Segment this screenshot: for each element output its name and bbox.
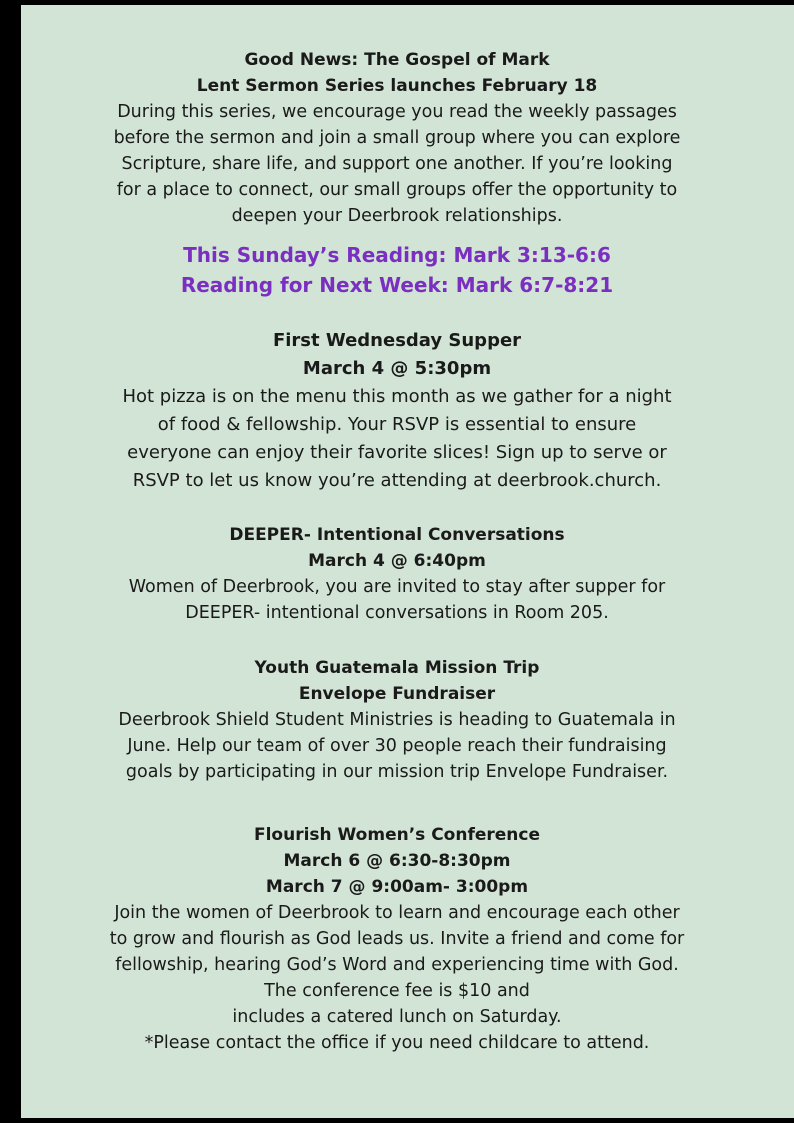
- conference-body-line: *Please contact the office if you need childcare to attend.: [144, 1033, 650, 1053]
- conference-body-line: The conference fee is $10 and: [264, 981, 530, 1001]
- supper-date: March 4 @ 5:30pm: [302, 358, 492, 379]
- conference-date-2: March 7 @ 9:00am- 3:00pm: [265, 877, 529, 897]
- deeper-section: [21, 522, 773, 626]
- supper-body-line: RSVP to let us know you’re attending at deerbrook.church.: [132, 470, 662, 491]
- mission-subtitle: Envelope Fundraiser: [298, 684, 496, 704]
- sermon-subtitle: Lent Sermon Series launches February 18: [196, 76, 598, 96]
- conference-body-line: Join the women of Deerbrook to learn and encourage each other: [114, 903, 680, 923]
- supper-body-line: everyone can enjoy their favorite slices! Sign up to serve or: [127, 442, 667, 463]
- mission-body-line: June. Help our team of over 30 people reach their fundraising: [127, 736, 667, 756]
- conference-title: Flourish Women’s Conference: [253, 825, 541, 845]
- sermon-body-line: for a place to connect, our small groups offer the opportunity to: [116, 180, 678, 200]
- sermon-body-line: Scripture, share life, and support one another. If you’re looking: [121, 154, 673, 174]
- deeper-body-line: Women of Deerbrook, you are invited to stay after supper for: [128, 577, 666, 597]
- mission-body-line: Deerbrook Shield Student Ministries is heading to Guatemala in: [118, 710, 676, 730]
- supper-body-line: of food & fellowship. Your RSVP is essential to ensure: [157, 414, 637, 435]
- bulletin-page: [21, 5, 794, 1118]
- conference-section: [21, 822, 773, 1056]
- conference-body-line: includes a catered lunch on Saturday.: [232, 1007, 562, 1027]
- conference-body-line: to grow and flourish as God leads us. Invite a friend and come for: [109, 929, 685, 949]
- sermon-body-line: deepen your Deerbrook relationships.: [231, 206, 563, 226]
- sermon-body-line: During this series, we encourage you read the weekly passages: [117, 102, 677, 122]
- sermon-body-line: before the sermon and join a small group where you can explore: [113, 128, 681, 148]
- supper-title: First Wednesday Supper: [272, 330, 522, 351]
- deeper-date: March 4 @ 6:40pm: [308, 551, 486, 571]
- supper-body-line: Hot pizza is on the menu this month as we gather for a night: [122, 386, 672, 407]
- mission-section: [21, 655, 773, 785]
- readings-section: [21, 240, 773, 300]
- mission-body-line: goals by participating in our mission trip Envelope Fundraiser.: [125, 762, 669, 782]
- conference-body-line: fellowship, hearing God’s Word and experiencing time with God.: [115, 955, 679, 975]
- sermon-section: [21, 47, 773, 229]
- deeper-title: DEEPER- Intentional Conversations: [229, 525, 565, 545]
- this-sunday-reading: This Sunday’s Reading: Mark 3:13-6:6: [183, 243, 611, 267]
- next-week-reading: Reading for Next Week: Mark 6:7-8:21: [180, 273, 614, 297]
- conference-date-1: March 6 @ 6:30-8:30pm: [283, 851, 511, 871]
- supper-section: [21, 327, 773, 495]
- mission-title: Youth Guatemala Mission Trip: [254, 658, 540, 678]
- deeper-body-line: DEEPER- intentional conversations in Room 205.: [185, 603, 609, 623]
- sermon-title: Good News: The Gospel of Mark: [244, 50, 550, 70]
